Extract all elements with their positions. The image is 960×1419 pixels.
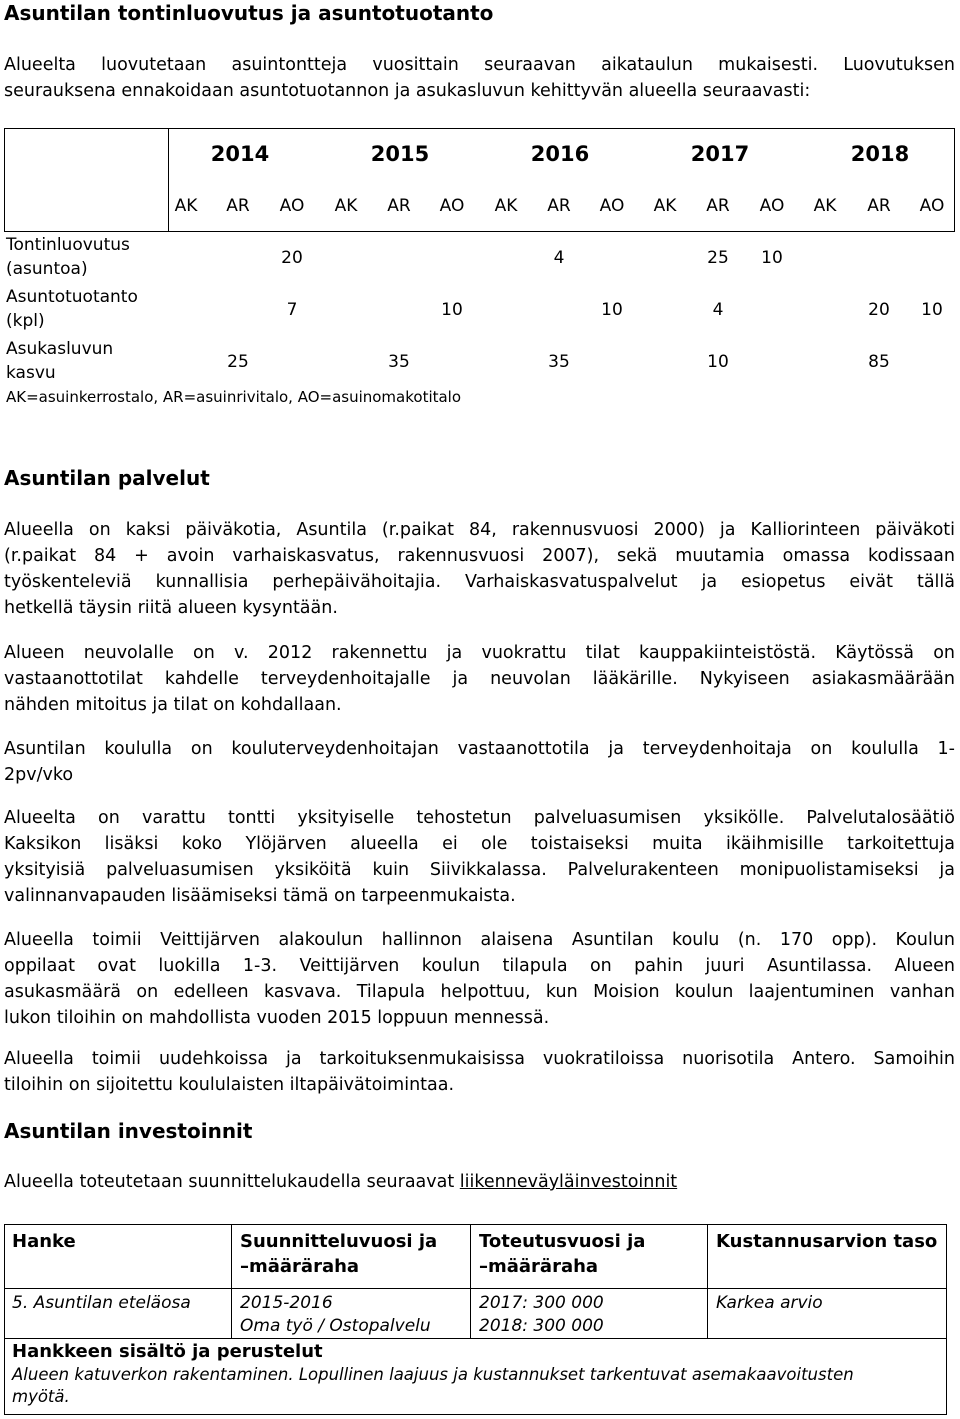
text-line: työskenteleviä kunnallisia perhepäivähoitajia. Varhaiskasvatuspalvelut ja esiopetus eivät tällä [4, 572, 955, 592]
text-line: Alueella toimii uudehkoissa ja tarkoituksenmukaisissa vuokratiloissa nuorisotila Antero. Samoihin [4, 1049, 955, 1069]
paragraph-school [4, 927, 955, 1031]
year-header: 2018 [850, 142, 910, 166]
table-border [231, 1224, 232, 1339]
table-cell: 10 [707, 352, 729, 372]
text-line: Alueelta on varattu tontti yksityiselle tehostetun palveluasumisen yksikölle. Palvelutalosäätiö [4, 808, 955, 828]
subcol-header: AK [494, 196, 518, 216]
table-cell-implementation: 2017: 300 000 2018: 300 000 [479, 1293, 604, 1336]
text-line: Alueella on kaksi päiväkotia, Asuntila (r.paikat 84, rakennusvuosi 2000) ja Kalliorinteen päiväkoti [4, 520, 955, 540]
table-cell: 10 [921, 300, 943, 320]
paragraph-youth [4, 1046, 955, 1098]
paragraph-daycare [4, 517, 955, 621]
table-cell: 20 [281, 248, 303, 268]
row-label-asukasluvun-kasvu: Asukasluvun kasvu [6, 339, 114, 383]
subcol-header: AO [759, 196, 785, 216]
subcol-header: AR [226, 196, 250, 216]
section-heading-services: Asuntilan palvelut [4, 466, 210, 490]
text-line: hetkellä täysin riitä alueen kysyntään. [4, 598, 338, 618]
table-border [4, 1224, 5, 1415]
year-header: 2017 [690, 142, 750, 166]
table-border [954, 128, 955, 232]
table-border [4, 1224, 947, 1225]
text-line: 2pv/vko [4, 765, 74, 785]
table-border [168, 128, 169, 232]
investments-intro [4, 1169, 677, 1195]
table-cell-planning: 2015-2016 Oma työ / Ostopalvelu [240, 1293, 431, 1336]
column-header-suunnitteluvuosi: Suunnitteluvuosi ja –määräraha [240, 1231, 438, 1277]
row-label-tontinluovutus: Tontinluovutus (asuntoa) [6, 235, 130, 279]
text-line: (r.paikat 84 + avoin varhaiskasvatus, rakennusvuosi 2007), sekä muutamia omassa kodissaan [4, 546, 955, 566]
table-cell: 85 [868, 352, 890, 372]
table-cell: 25 [227, 352, 249, 372]
table-footnote: AK=asuinkerrostalo, AR=asuinrivitalo, AO=asuinomakotitalo [6, 388, 462, 406]
text-line: vastaanottotilat kahdelle terveydenhoitajalle ja neuvolan lääkärille. Nykyiseen asiakasmäärään [4, 669, 955, 689]
text-line: tiloihin on sijoitettu koululaisten iltapäivätoimintaa. [4, 1075, 455, 1095]
subcol-header: AK [813, 196, 837, 216]
table-border [4, 231, 955, 232]
table-cell: 4 [553, 248, 565, 268]
text-line: asukasmäärä on edelleen kasvava. Tilapula helpottuu, kun Moision koulun laajentuminen vanhan [4, 982, 955, 1002]
column-header-toteutusvuosi: Toteutusvuosi ja –määräraha [479, 1231, 646, 1277]
table-border [4, 1414, 947, 1415]
investments-link[interactable]: liikenneväyläinvestoinnit [459, 1172, 678, 1192]
table-cell: 10 [441, 300, 463, 320]
text-line: Asuntilan koululla on kouluterveydenhoitajan vastaanottotila ja terveydenhoitaja on koululla 1- [4, 739, 955, 759]
subcol-header: AK [334, 196, 358, 216]
subcol-header: AO [439, 196, 465, 216]
paragraph-school-health [4, 736, 955, 788]
paragraph-elderly-care [4, 805, 955, 909]
section-heading-investments: Asuntilan investoinnit [4, 1119, 253, 1143]
paragraph-clinic [4, 640, 955, 718]
table-cell: 35 [548, 352, 570, 372]
text-line: nähden mitoitus ja tilat on kohdallaan. [4, 695, 342, 715]
table-cell-project: 5. Asuntilan eteläosa [12, 1293, 191, 1313]
subcol-header: AK [653, 196, 677, 216]
column-header-kustannusarvio: Kustannusarvion taso [716, 1231, 938, 1252]
subcol-header: AO [279, 196, 305, 216]
year-header: 2016 [530, 142, 590, 166]
table-cell-cost-level: Karkea arvio [716, 1293, 823, 1313]
intro-paragraph [4, 52, 955, 104]
table-border [470, 1224, 471, 1339]
subcol-header: AR [387, 196, 411, 216]
table-cell: 10 [761, 248, 783, 268]
table-border [4, 1288, 947, 1289]
table-border [4, 128, 5, 232]
subcol-header: AR [867, 196, 891, 216]
text-line: Alueen neuvolalle on v. 2012 rakennettu ja vuokrattu tilat kauppakiinteistöstä. Käytössä on [4, 643, 955, 663]
text-line: valinnanvapauden lisäämiseksi tämä on tarpeenmukaista. [4, 886, 516, 906]
year-header: 2014 [210, 142, 270, 166]
section-title: Hankkeen sisältö ja perustelut [12, 1341, 323, 1362]
intro-line: Alueelta luovutetaan asuintontteja vuosittain seuraavan aikataulun mukaisesti. Luovutuksen [4, 55, 955, 75]
table-cell: 4 [712, 300, 724, 320]
intro-line: seurauksena ennakoidaan asuntotuotannon ja asukasluvun kehittyvän alueella seuraavasti: [4, 81, 811, 101]
text-line: Kaksikon lisäksi koko Ylöjärven alueella ei ole toistaiseksi muita ikäihmisille tarkoitettuja [4, 834, 955, 854]
table-border [946, 1224, 947, 1415]
subcol-header: AR [706, 196, 730, 216]
table-cell: 20 [868, 300, 890, 320]
table-cell: 25 [707, 248, 729, 268]
page-title: Asuntilan tontinluovutus ja asuntotuotanto [4, 1, 494, 25]
table-border [707, 1224, 708, 1339]
table-cell: 35 [388, 352, 410, 372]
table-cell: 7 [286, 300, 298, 320]
subcol-header: AR [547, 196, 571, 216]
subcol-header: AK [174, 196, 198, 216]
text-line: yksityisiä palveluasumisen yksiköitä kuin Siivikkalassa. Palvelurakenteen monipuolistamiseksi ja [4, 860, 955, 880]
table-border [4, 128, 955, 129]
column-header-hanke: Hanke [12, 1231, 76, 1252]
year-header: 2015 [370, 142, 430, 166]
text-line: oppilaat ovat luokilla 1-3. Veittijärven koulun tilapula on pahin juuri Asuntilassa. Alueen [4, 956, 955, 976]
section-text: Alueen katuverkon rakentaminen. Lopullinen laajuus ja kustannukset tarkentuvat asemakaavoitusten myötä. [12, 1365, 854, 1406]
text-line: lukon tiloihin on mahdollista vuoden 2015 loppuun mennessä. [4, 1008, 550, 1028]
row-label-asuntotuotanto: Asuntotuotanto (kpl) [6, 287, 138, 331]
subcol-header: AO [599, 196, 625, 216]
table-cell: 10 [601, 300, 623, 320]
text-line: Alueella toimii Veittijärven alakoulun hallinnon alaisena Asuntilan koulu (n. 170 opp). Koulun [4, 930, 955, 950]
subcol-header: AO [919, 196, 945, 216]
investments-intro-text: Alueella toteutetaan suunnittelukaudella seuraavat [4, 1172, 460, 1192]
